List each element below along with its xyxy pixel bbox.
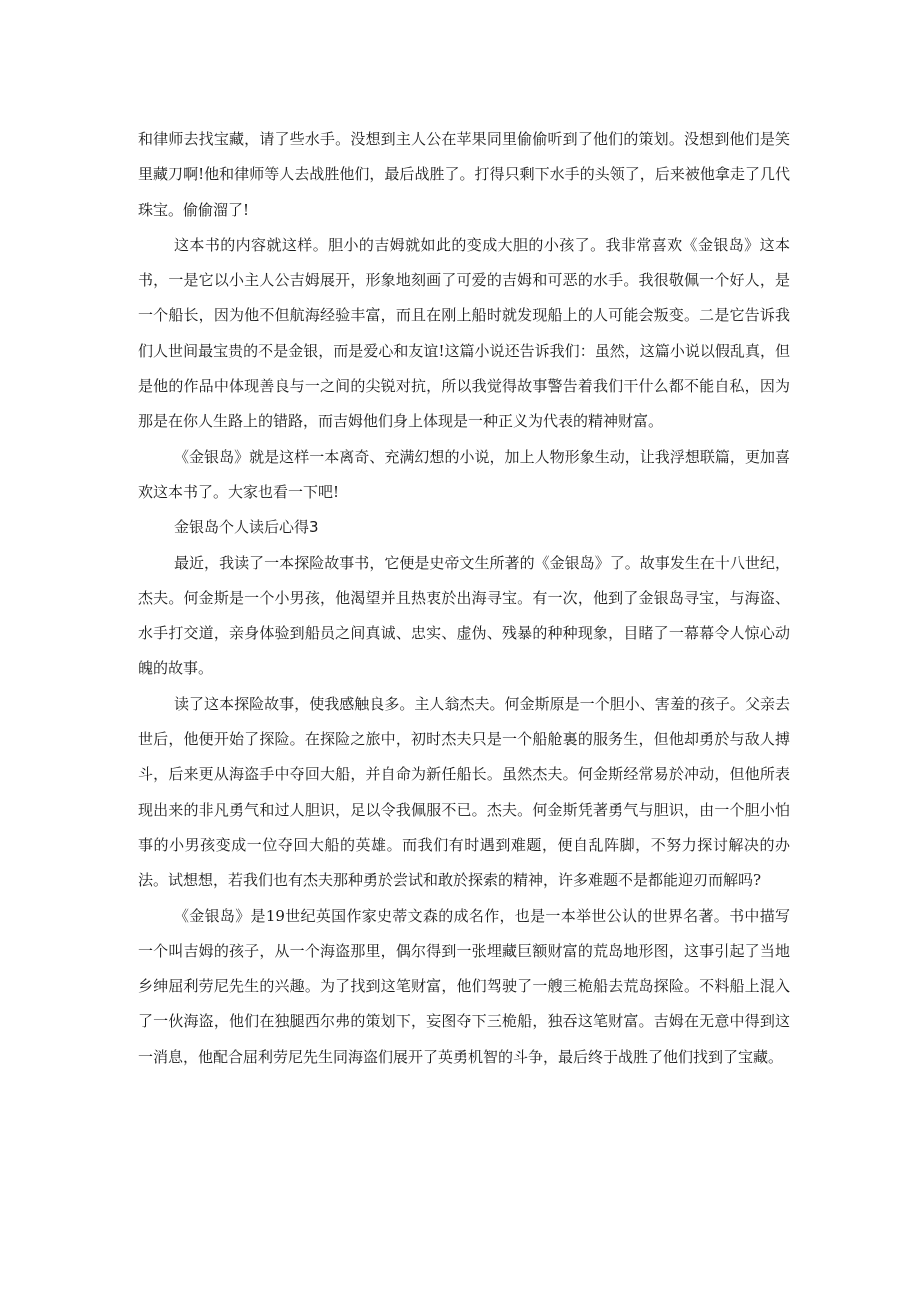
section-heading: 金银岛个人读后心得3 <box>174 518 319 537</box>
paragraph-5: 读了这本探险故事，使我感触良多。主人翁杰夫。何金斯原是一个胆小、害羞的孩子。父亲去世后，他便开始了探险。在探险之旅中，初时杰夫只是一个船舱裏的服务生，但他却勇於与敌人搏斗，后来更从海盗手中夺回大船，并自命为新任船长。虽然杰夫。何金斯经常易於冲动，但他所表现出来的非凡勇气和过人胆识，足以令我佩服不已。杰夫。何金斯凭著勇气与胆识，由一个胆小怕事的小男孩变成一位夺回大船的英雄。而我们有时遇到难题，便自乱阵脚，不努力探讨解决的办法。试想想，若我们也有杰夫那种勇於尝试和敢於探索的精神，许多难题不是都能迎刃而解吗? <box>138 694 790 890</box>
paragraph-4: 最近，我读了一本探险故事书，它便是史帝文生所著的《金银岛》了。故事发生在十八世纪，杰夫。何金斯是一个小男孩，他渴望并且热衷於出海寻宝。有一次，他到了金银岛寻宝，与海盗、水手打交道，亲身体验到船员之间真诚、忠实、虚伪、残暴的种种现象，目睹了一幕幕令人惊心动魄的故事。 <box>138 553 790 678</box>
article-body <box>138 122 790 1075</box>
paragraph-6: 《金银岛》是19世纪英国作家史蒂文森的成名作，也是一本举世公认的世界名著。书中描写一个叫吉姆的孩子，从一个海盗那里，偶尔得到一张埋藏巨额财富的荒岛地形图，这事引起了当地乡绅屈利劳尼先生的兴趣。为了找到这笔财富，他们驾驶了一艘三桅船去荒岛探险。不料船上混入了一伙海盗，他们在独腿西尔弗的策划下，妄图夺下三桅船，独吞这笔财富。吉姆在无意中得到这一消息，他配合屈利劳尼先生同海盗们展开了英勇机智的斗争，最后终于战胜了他们找到了宝藏。 <box>138 906 790 1066</box>
paragraph-2: 这本书的内容就这样。胆小的吉姆就如此的变成大胆的小孩了。我非常喜欢《金银岛》这本书，一是它以小主人公吉姆展开，形象地刻画了可爱的吉姆和可恶的水手。我很敬佩一个好人，是一个船长，因为他不但航海经验丰富，而且在刚上船时就发现船上的人可能会叛变。二是它告诉我们人世间最宝贵的不是金银，而是爱心和友谊!这篇小说还告诉我们：虽然，这篇小说以假乱真，但是他的作品中体现善良与一之间的尖锐对抗，所以我觉得故事警告着我们干什么都不能自私，因为那是在你人生路上的错路，而吉姆他们身上体现是一种正义为代表的精神财富。 <box>138 235 790 431</box>
paragraph-1: 和律师去找宝藏，请了些水手。没想到主人公在苹果同里偷偷听到了他们的策划。没想到他们是笑里藏刀啊!他和律师等人去战胜他们，最后战胜了。打得只剩下水手的头领了，后来被他拿走了几代珠宝。偷偷溜了! <box>138 130 790 219</box>
paragraph-3: 《金银岛》就是这样一本离奇、充满幻想的小说，加上人物形象生动，让我浮想联篇，更加喜欢这本书了。大家也看一下吧! <box>138 447 790 501</box>
